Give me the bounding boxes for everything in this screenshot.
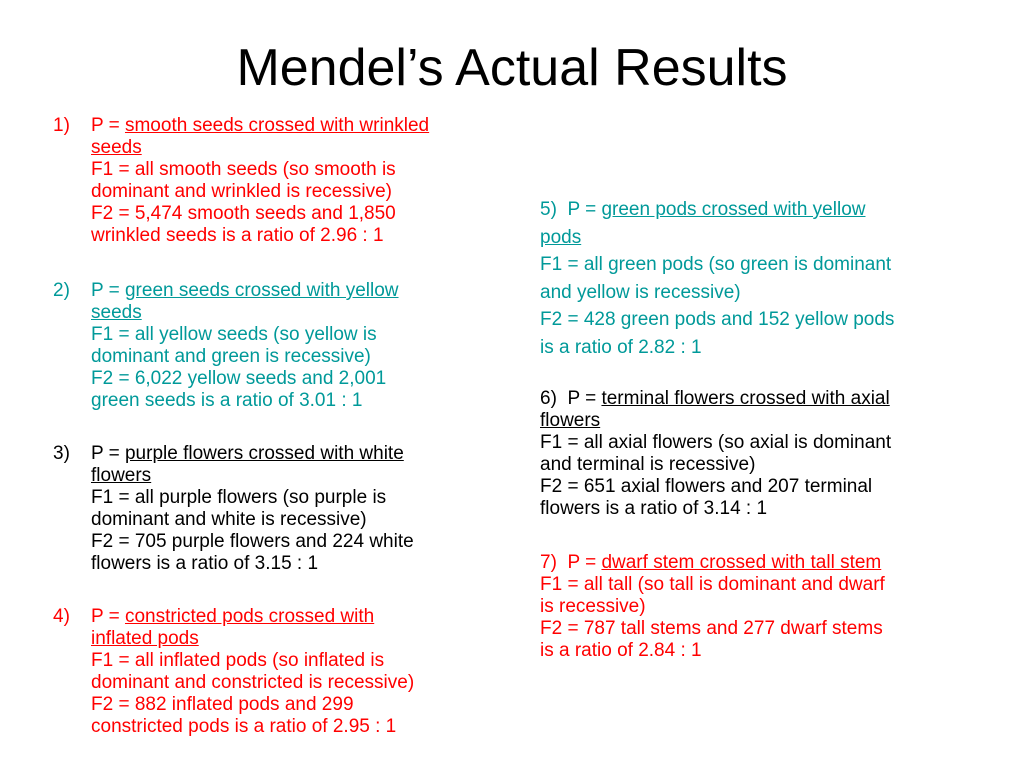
result-item-1 [53, 115, 430, 247]
f2-result: F2 = 5,474 smooth seeds and 1,850 [91, 203, 396, 224]
f1-result-cont: dominant and constricted is recessive) [91, 672, 415, 693]
f2-result: F2 = 705 purple flowers and 224 white [91, 531, 414, 552]
f1-result-cont: dominant and wrinkled is recessive) [91, 181, 392, 202]
item-number: 5) [540, 199, 557, 220]
parent-cross: constricted pods crossed with [124, 606, 375, 627]
f1-result-cont: is recessive) [540, 596, 646, 617]
result-item-3 [53, 443, 414, 575]
result-item-6 [540, 388, 891, 520]
f1-result: F1 = all smooth seeds (so smooth is [91, 159, 396, 180]
item-number: 7) [540, 552, 557, 573]
f2-result-cont: flowers is a ratio of 3.15 : 1 [91, 553, 319, 574]
item-number: 4) [53, 606, 70, 627]
f2-result-cont: wrinkled seeds is a ratio of 2.96 : 1 [91, 225, 384, 246]
f1-result-cont: and terminal is recessive) [540, 454, 756, 475]
f2-result: F2 = 6,022 yellow seeds and 2,001 [91, 368, 387, 389]
result-item-7 [540, 552, 885, 662]
slide-title: Mendel’s Actual Results [236, 39, 788, 97]
parent-cross: dwarf stem crossed with tall stem [601, 552, 882, 573]
parent-cross-cont: flowers [91, 465, 152, 486]
parent-cross: green seeds crossed with yellow [124, 280, 399, 301]
f2-result-cont: green seeds is a ratio of 3.01 : 1 [91, 390, 363, 411]
p-label: P = [91, 606, 125, 627]
item-number: 1) [53, 115, 70, 136]
f1-result: F1 = all purple flowers (so purple is [91, 487, 387, 508]
p-label: P = [567, 388, 602, 409]
f1-result: F1 = all green pods (so green is dominant [540, 254, 892, 275]
result-item-4 [53, 606, 415, 738]
parent-cross-cont: pods [540, 226, 582, 248]
f2-result: F2 = 882 inflated pods and 299 [91, 694, 354, 715]
result-item-2 [53, 280, 399, 412]
f2-result-cont: is a ratio of 2.84 : 1 [540, 640, 702, 661]
f1-result: F1 = all axial flowers (so axial is dominant [540, 432, 892, 453]
f2-result-cont: is a ratio of 2.82 : 1 [540, 336, 702, 358]
p-label: P = [91, 443, 125, 464]
parent-cross: green pods crossed with yellow [601, 199, 866, 220]
p-label: P = [567, 199, 602, 220]
f2-result: F2 = 787 tall stems and 277 dwarf stems [540, 618, 883, 639]
parent-cross-line [91, 280, 399, 302]
parent-cross-line [91, 443, 414, 465]
f2-result: F2 = 651 axial flowers and 207 terminal [540, 476, 873, 497]
parent-cross-cont: seeds [91, 302, 142, 323]
f1-result-cont: dominant and white is recessive) [91, 509, 367, 530]
p-label: P = [91, 115, 125, 136]
parent-cross-line [91, 606, 414, 628]
f2-result: F2 = 428 green pods and 152 yellow pods [540, 309, 895, 330]
f1-result-cont: dominant and green is recessive) [91, 346, 371, 367]
parent-cross: smooth seeds crossed with wrinkled [124, 115, 430, 136]
item-number: 2) [53, 280, 70, 301]
f1-result: F1 = all inflated pods (so inflated is [91, 650, 385, 671]
parent-cross-line [91, 115, 429, 137]
f1-result: F1 = all yellow seeds (so yellow is [91, 324, 377, 345]
item-number: 6) [540, 388, 557, 409]
f1-result-cont: and yellow is recessive) [540, 281, 741, 303]
result-item-5 [540, 196, 894, 361]
parent-cross-cont: inflated pods [91, 628, 199, 649]
item-number: 3) [53, 443, 70, 464]
f2-result-cont: constricted pods is a ratio of 2.95 : 1 [91, 716, 397, 737]
parent-cross-cont: flowers [540, 410, 601, 431]
parent-cross-line [540, 196, 894, 224]
parent-cross-cont: seeds [91, 137, 142, 158]
f1-result: F1 = all tall (so tall is dominant and dwarf [540, 574, 885, 595]
p-label: P = [91, 280, 125, 301]
p-label: P = [567, 552, 602, 573]
parent-cross-line [540, 552, 885, 574]
parent-cross: purple flowers crossed with white [124, 443, 404, 464]
f2-result-cont: flowers is a ratio of 3.14 : 1 [540, 498, 768, 519]
parent-cross-line [540, 388, 891, 410]
parent-cross: terminal flowers crossed with axial [601, 388, 890, 409]
